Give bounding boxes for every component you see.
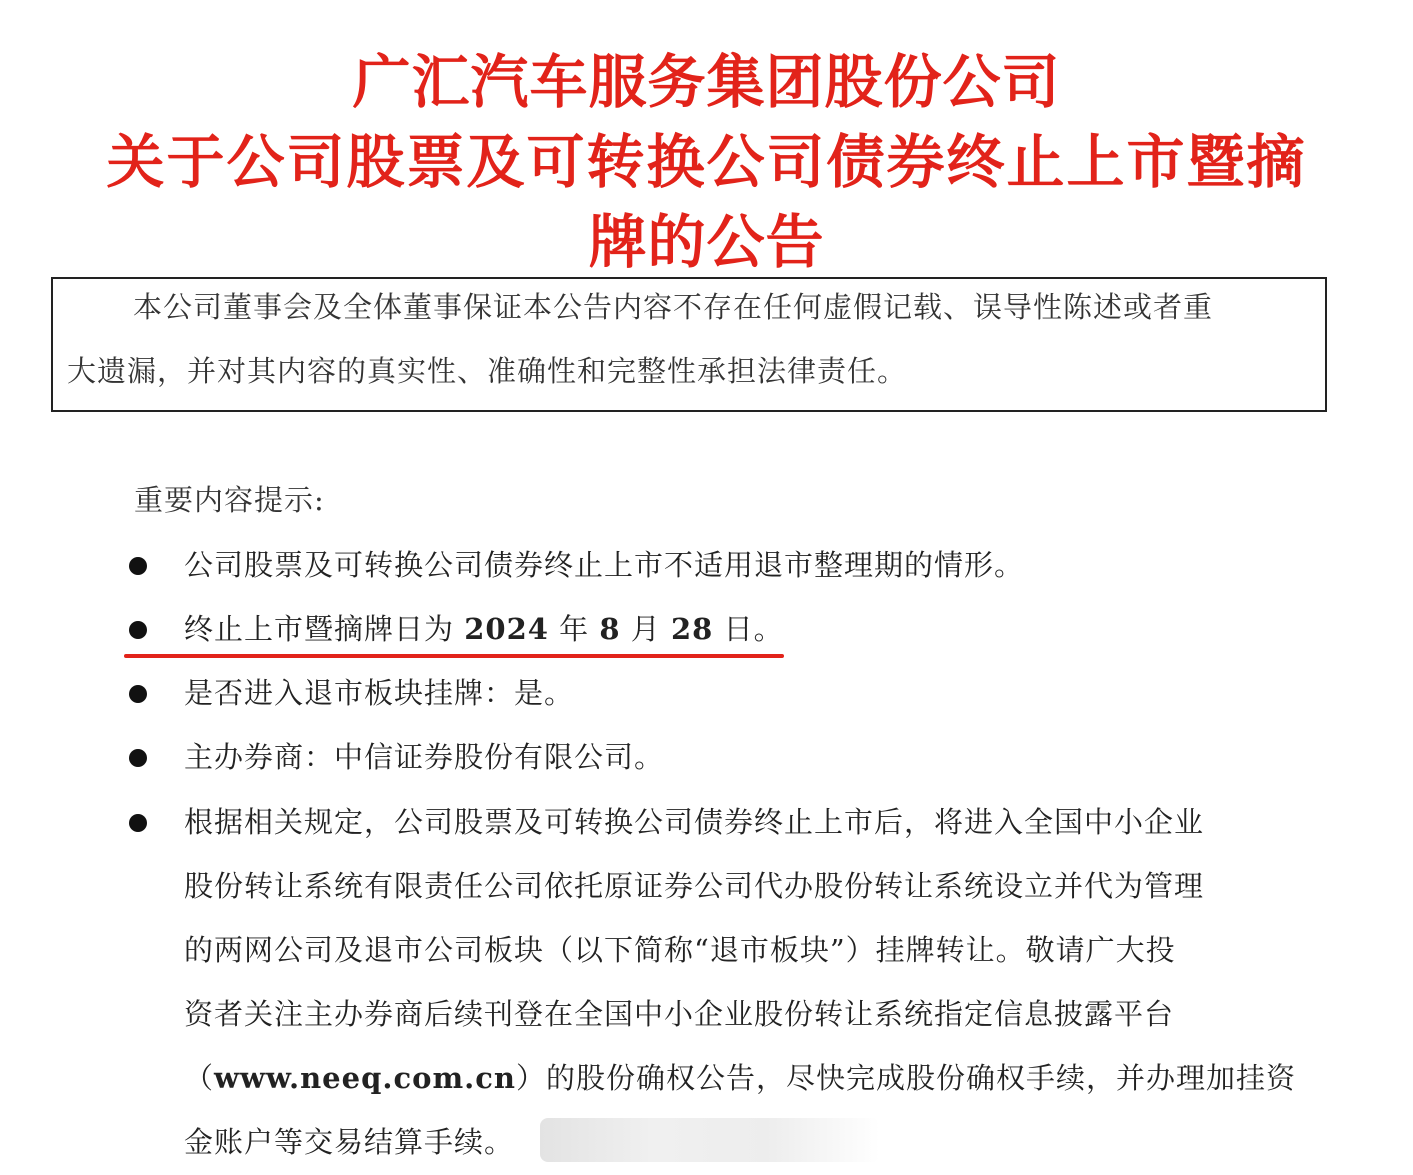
notice-item-delisting-date — [184, 597, 784, 661]
bullet-dot — [129, 621, 147, 639]
bullet-dot — [129, 557, 147, 575]
highlight-underline — [124, 654, 784, 658]
notice-item-regulation-line-3: 的两网公司及退市公司板块（以下简称“退市板块”）挂牌转让。敬请广大投 — [184, 933, 1176, 967]
month-unit: 月 — [620, 612, 671, 646]
notice-item-regulation-line-5 — [184, 1046, 1296, 1110]
disclaimer-box — [51, 277, 1327, 412]
title-line-subject: 关于公司股票及可转换公司债券终止上市暨摘 — [106, 128, 1307, 196]
notice-item-regulation-line-6: 金账户等交易结算手续。 — [184, 1125, 515, 1159]
notice-item-regulation-line-1: 根据相关规定，公司股票及可转换公司债券终止上市后，将进入全国中小企业 — [184, 805, 1205, 839]
title-line-company: 广汇汽车服务集团股份公司 — [352, 48, 1061, 116]
title-line-subject-end: 牌的公告 — [588, 208, 825, 276]
delisting-day: 28 — [671, 612, 714, 646]
delisting-month: 8 — [599, 612, 621, 646]
notice-item-delisting-board: 是否进入退市板块挂牌：是。 — [184, 676, 575, 710]
notice-item-regulation-line-2: 股份转让系统有限责任公司依托原证券公司代办股份转让系统设立并代为管理 — [184, 869, 1205, 903]
disclaimer-line-1: 本公司董事会及全体董事保证本公告内容不存在任何虚假记载、误导性陈述或者重 — [133, 290, 1214, 324]
notice-item-sponsor-broker: 主办券商：中信证券股份有限公司。 — [184, 740, 665, 774]
bullet-dot — [129, 749, 147, 767]
disclaimer-line-2: 大遗漏，并对其内容的真实性、准确性和完整性承担法律责任。 — [67, 354, 908, 388]
delisting-date-prefix: 终止上市暨摘牌日为 — [184, 612, 465, 646]
delisting-year: 2024 — [464, 612, 549, 646]
day-unit: 日。 — [713, 612, 784, 646]
neeq-url: www.neeq.com.cn — [214, 1061, 516, 1095]
notice-item-regulation-line-4: 资者关注主办券商后续刊登在全国中小企业股份转让系统指定信息披露平台 — [184, 997, 1175, 1031]
url-followup-text: ）的股份确权公告，尽快完成股份确权手续，并办理加挂资 — [515, 1061, 1296, 1095]
year-unit: 年 — [548, 612, 600, 646]
watermark-overlay — [540, 1118, 880, 1162]
paren-open: （ — [184, 1061, 215, 1095]
bullet-dot — [129, 814, 147, 832]
notice-item-no-delisting-period: 公司股票及可转换公司债券终止上市不适用退市整理期的情形。 — [184, 548, 1025, 582]
important-notice-heading: 重要内容提示: — [134, 483, 325, 517]
bullet-dot — [129, 685, 147, 703]
